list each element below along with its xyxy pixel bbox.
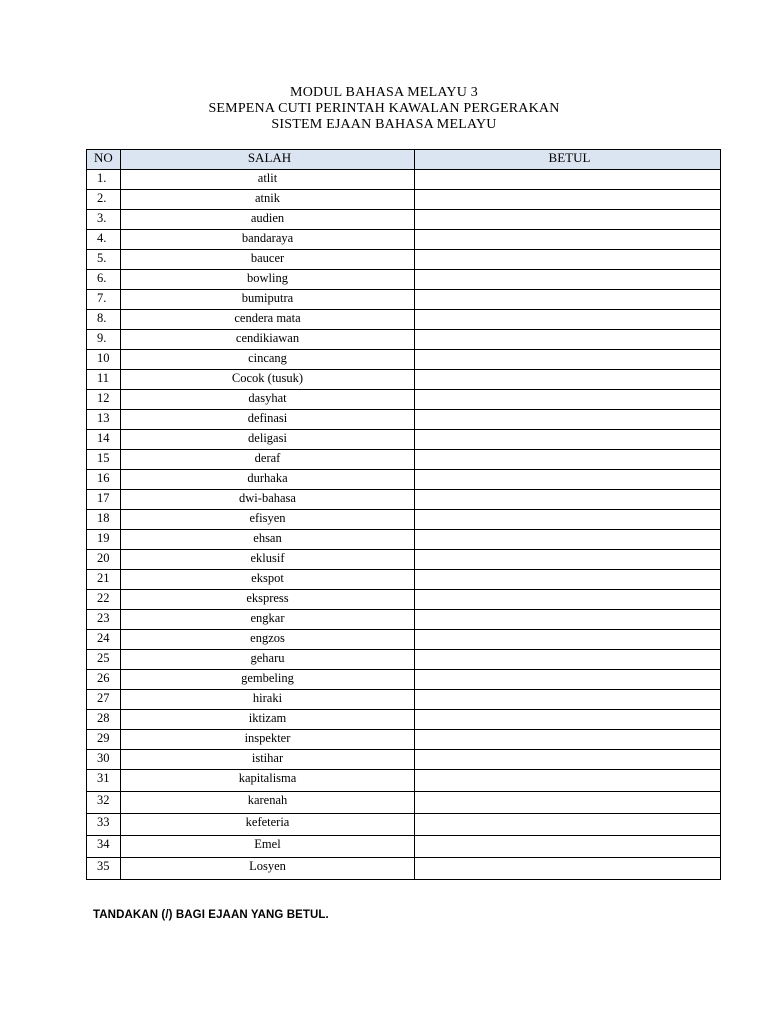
row-number: 14 bbox=[87, 430, 121, 450]
salah-word: engzos bbox=[121, 630, 415, 650]
table-row bbox=[87, 690, 721, 710]
table-row bbox=[87, 814, 721, 836]
title-line-2: SEMPENA CUTI PERINTAH KAWALAN PERGERAKAN bbox=[208, 101, 560, 116]
betul-answer-cell[interactable] bbox=[415, 170, 721, 190]
table-row bbox=[87, 510, 721, 530]
betul-answer-cell[interactable] bbox=[415, 270, 721, 290]
betul-answer-cell[interactable] bbox=[415, 858, 721, 880]
row-number: 31 bbox=[87, 770, 121, 792]
document-title bbox=[0, 85, 768, 133]
header-salah: SALAH bbox=[121, 150, 415, 170]
salah-word: efisyen bbox=[121, 510, 415, 530]
betul-answer-cell[interactable] bbox=[415, 310, 721, 330]
salah-word: deraf bbox=[121, 450, 415, 470]
row-number: 8. bbox=[87, 310, 121, 330]
table-row bbox=[87, 530, 721, 550]
row-number: 13 bbox=[87, 410, 121, 430]
row-number: 34 bbox=[87, 836, 121, 858]
table-row bbox=[87, 250, 721, 270]
betul-answer-cell[interactable] bbox=[415, 410, 721, 430]
table-row bbox=[87, 350, 721, 370]
row-number: 10 bbox=[87, 350, 121, 370]
header-no: NO bbox=[87, 150, 121, 170]
row-number: 15 bbox=[87, 450, 121, 470]
table-row bbox=[87, 836, 721, 858]
table-row bbox=[87, 590, 721, 610]
betul-answer-cell[interactable] bbox=[415, 330, 721, 350]
table-row bbox=[87, 290, 721, 310]
table-row bbox=[87, 210, 721, 230]
row-number: 29 bbox=[87, 730, 121, 750]
instruction-note: TANDAKAN (/) BAGI EJAAN YANG BETUL. bbox=[93, 909, 329, 921]
salah-word: Cocok (tusuk) bbox=[121, 370, 415, 390]
row-number: 18 bbox=[87, 510, 121, 530]
row-number: 23 bbox=[87, 610, 121, 630]
row-number: 1. bbox=[87, 170, 121, 190]
betul-answer-cell[interactable] bbox=[415, 250, 721, 270]
betul-answer-cell[interactable] bbox=[415, 590, 721, 610]
table-row bbox=[87, 650, 721, 670]
betul-answer-cell[interactable] bbox=[415, 390, 721, 410]
salah-word: gembeling bbox=[121, 670, 415, 690]
salah-word: ehsan bbox=[121, 530, 415, 550]
salah-word: ekspress bbox=[121, 590, 415, 610]
salah-word: cendikiawan bbox=[121, 330, 415, 350]
row-number: 2. bbox=[87, 190, 121, 210]
salah-word: bandaraya bbox=[121, 230, 415, 250]
table-header-row bbox=[87, 150, 721, 170]
betul-answer-cell[interactable] bbox=[415, 650, 721, 670]
betul-answer-cell[interactable] bbox=[415, 814, 721, 836]
table-row bbox=[87, 750, 721, 770]
betul-answer-cell[interactable] bbox=[415, 710, 721, 730]
row-number: 16 bbox=[87, 470, 121, 490]
salah-word: engkar bbox=[121, 610, 415, 630]
table-row bbox=[87, 610, 721, 630]
salah-word: audien bbox=[121, 210, 415, 230]
salah-word: Losyen bbox=[121, 858, 415, 880]
betul-answer-cell[interactable] bbox=[415, 490, 721, 510]
table-row bbox=[87, 390, 721, 410]
salah-word: dwi-bahasa bbox=[121, 490, 415, 510]
row-number: 11 bbox=[87, 370, 121, 390]
row-number: 28 bbox=[87, 710, 121, 730]
salah-word: dasyhat bbox=[121, 390, 415, 410]
row-number: 17 bbox=[87, 490, 121, 510]
row-number: 19 bbox=[87, 530, 121, 550]
table-row bbox=[87, 670, 721, 690]
salah-word: ekspot bbox=[121, 570, 415, 590]
table-row bbox=[87, 310, 721, 330]
salah-word: hiraki bbox=[121, 690, 415, 710]
betul-answer-cell[interactable] bbox=[415, 570, 721, 590]
betul-answer-cell[interactable] bbox=[415, 550, 721, 570]
betul-answer-cell[interactable] bbox=[415, 770, 721, 792]
table-row bbox=[87, 710, 721, 730]
table-row bbox=[87, 430, 721, 450]
row-number: 5. bbox=[87, 250, 121, 270]
table-row bbox=[87, 370, 721, 390]
table-row bbox=[87, 730, 721, 750]
betul-answer-cell[interactable] bbox=[415, 792, 721, 814]
table-row bbox=[87, 190, 721, 210]
salah-word: bumiputra bbox=[121, 290, 415, 310]
betul-answer-cell[interactable] bbox=[415, 690, 721, 710]
betul-answer-cell[interactable] bbox=[415, 750, 721, 770]
row-number: 7. bbox=[87, 290, 121, 310]
salah-word: Emel bbox=[121, 836, 415, 858]
betul-answer-cell[interactable] bbox=[415, 510, 721, 530]
salah-word: geharu bbox=[121, 650, 415, 670]
salah-word: kapitalisma bbox=[121, 770, 415, 792]
salah-word: baucer bbox=[121, 250, 415, 270]
betul-answer-cell[interactable] bbox=[415, 430, 721, 450]
table-row bbox=[87, 330, 721, 350]
betul-answer-cell[interactable] bbox=[415, 530, 721, 550]
table-row bbox=[87, 792, 721, 814]
betul-answer-cell[interactable] bbox=[415, 610, 721, 630]
salah-word: eklusif bbox=[121, 550, 415, 570]
salah-word: deligasi bbox=[121, 430, 415, 450]
betul-answer-cell[interactable] bbox=[415, 630, 721, 650]
table-row bbox=[87, 170, 721, 190]
header-betul: BETUL bbox=[415, 150, 721, 170]
row-number: 9. bbox=[87, 330, 121, 350]
betul-answer-cell[interactable] bbox=[415, 290, 721, 310]
table-row bbox=[87, 490, 721, 510]
salah-word: atlit bbox=[121, 170, 415, 190]
salah-word: istihar bbox=[121, 750, 415, 770]
salah-word: definasi bbox=[121, 410, 415, 430]
row-number: 35 bbox=[87, 858, 121, 880]
table-row bbox=[87, 550, 721, 570]
table-row bbox=[87, 630, 721, 650]
salah-word: cendera mata bbox=[121, 310, 415, 330]
row-number: 22 bbox=[87, 590, 121, 610]
row-number: 6. bbox=[87, 270, 121, 290]
table-row bbox=[87, 570, 721, 590]
table-row bbox=[87, 270, 721, 290]
title-line-1: MODUL BAHASA MELAYU 3 bbox=[290, 85, 478, 100]
betul-answer-cell[interactable] bbox=[415, 370, 721, 390]
row-number: 32 bbox=[87, 792, 121, 814]
betul-answer-cell[interactable] bbox=[415, 730, 721, 750]
table-row bbox=[87, 410, 721, 430]
row-number: 33 bbox=[87, 814, 121, 836]
row-number: 3. bbox=[87, 210, 121, 230]
spelling-table bbox=[86, 149, 721, 880]
salah-word: karenah bbox=[121, 792, 415, 814]
salah-word: inspekter bbox=[121, 730, 415, 750]
title-line-3: SISTEM EJAAN BAHASA MELAYU bbox=[271, 117, 497, 132]
table-row bbox=[87, 770, 721, 792]
betul-answer-cell[interactable] bbox=[415, 230, 721, 250]
betul-answer-cell[interactable] bbox=[415, 190, 721, 210]
row-number: 24 bbox=[87, 630, 121, 650]
table-row bbox=[87, 230, 721, 250]
betul-answer-cell[interactable] bbox=[415, 670, 721, 690]
row-number: 20 bbox=[87, 550, 121, 570]
salah-word: bowling bbox=[121, 270, 415, 290]
row-number: 26 bbox=[87, 670, 121, 690]
betul-answer-cell[interactable] bbox=[415, 470, 721, 490]
row-number: 30 bbox=[87, 750, 121, 770]
salah-word: atnik bbox=[121, 190, 415, 210]
salah-word: durhaka bbox=[121, 470, 415, 490]
table-body bbox=[87, 170, 721, 880]
table-row bbox=[87, 858, 721, 880]
row-number: 4. bbox=[87, 230, 121, 250]
betul-answer-cell[interactable] bbox=[415, 350, 721, 370]
salah-word: cincang bbox=[121, 350, 415, 370]
table-row bbox=[87, 470, 721, 490]
table-row bbox=[87, 450, 721, 470]
salah-word: kefeteria bbox=[121, 814, 415, 836]
row-number: 21 bbox=[87, 570, 121, 590]
row-number: 25 bbox=[87, 650, 121, 670]
betul-answer-cell[interactable] bbox=[415, 210, 721, 230]
salah-word: iktizam bbox=[121, 710, 415, 730]
row-number: 27 bbox=[87, 690, 121, 710]
betul-answer-cell[interactable] bbox=[415, 450, 721, 470]
row-number: 12 bbox=[87, 390, 121, 410]
betul-answer-cell[interactable] bbox=[415, 836, 721, 858]
